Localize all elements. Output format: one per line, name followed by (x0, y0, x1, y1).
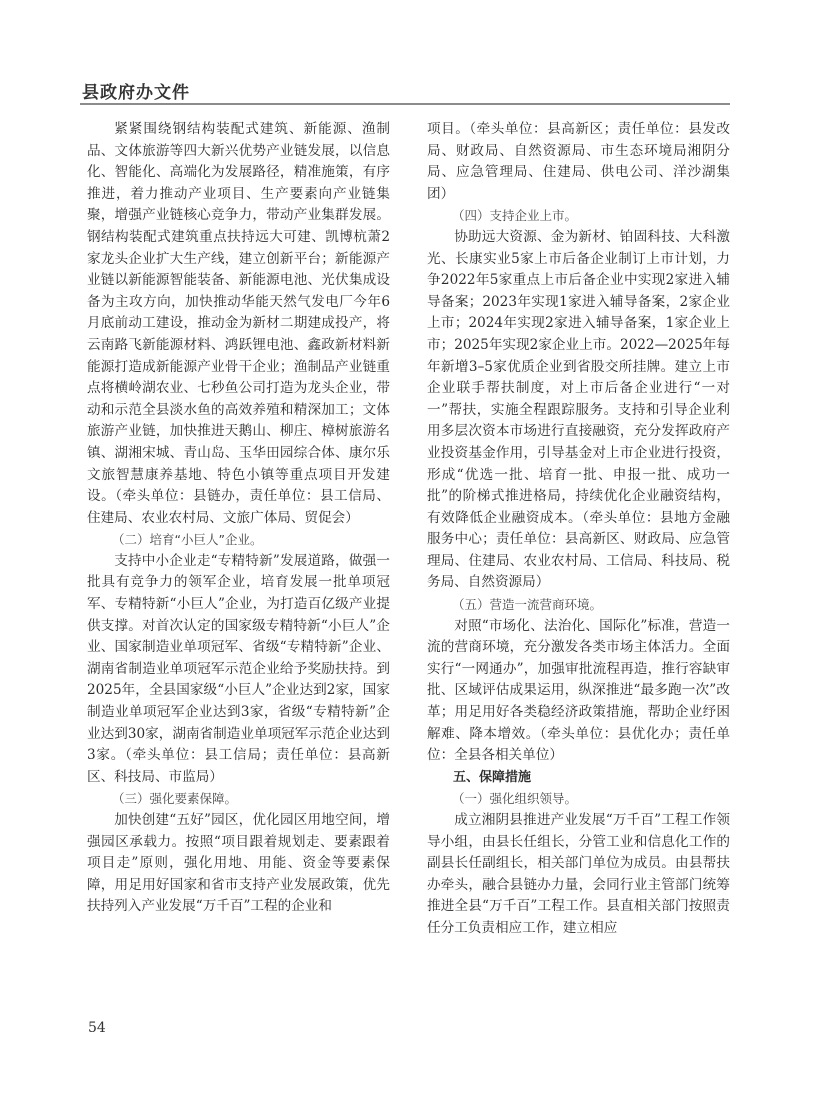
paragraph-listing-support: 协助远大资源、金为新材、铂固科技、大科激光、长康实业5家上市后备企业制订上市计划，力争2022年5家重点上市后备企业中实现2家进入辅导备案；2023年实现1家进入辅导备案，2家企业上市；2024年实现2家进入辅导备案，1家企业上市；2025年实现2家企业上市。2022—2025年每年新增3–5家优质企业到省股交所挂牌。建立上市企业联手帮扶制度，对上市后备企业进行“一对一”帮扶，实施全程跟踪服务。支持和引导企业利用多层次资本市场进行直接融资，充分发挥政府产业投资基金作用，引导基金对上市企业进行投资，形成“优选一批、培育一批、申报一批、成功一批”的阶梯式推进格局，持续优化企业融资结构，有效降低企业融资成本。（牵头单位：县地方金融服务中心；责任单位：县高新区、财政局、应急管理局、住建局、农业农村局、工信局、科技局、税务局、自然资源局） (427, 228, 730, 591)
page-number: 54 (88, 1020, 106, 1036)
header-divider (80, 103, 730, 105)
right-column (427, 119, 730, 940)
paragraph-industry-chains: 紧紧围绕钢结构装配式建筑、新能源、渔制品、文体旅游等四大新兴优势产业链发展，以信息化、智能化、高端化为发展路径，精准施策，有序推进，着力推动产业项目、生产要素向产业链集聚，增强产业链核心竞争力，带动产业集群发展。钢结构装配式建筑重点扶持远大可建、凯博杭萧2家龙头企业扩大生产线，建立创新平台；新能源产业链以新能源智能装备、新能源电池、光伏集成设备为主攻方向，加快推动华能天然气发电厂今年6月底前动工建设，推动金为新材二期建成投产，将云南路飞新能源材料、鸿跃锂电池、鑫政新材料新能源打造成新能源产业骨干企业；渔制品产业链重点将横岭湖农业、七秒鱼公司打造为龙头企业，带动和示范全县淡水鱼的高效养殖和精深加工；文体旅游产业链，加快推进天鹅山、柳庄、樟树旅游名镇、湖湘宋城、青山岛、玉华田园综合体、康尔乐文旅智慧康养基地、特色小镇等重点项目开发建设。（牵头单位：县链办，责任单位：县工信局、住建局、农业农村局、文旅广体局、贸促会） (87, 121, 390, 526)
subheading-little-giants: （二）培育“小巨人”企业。 (112, 532, 263, 548)
left-column (87, 119, 390, 918)
paragraph-business-environment: 对照“市场化、法治化、国际化”标准，营造一流的营商环境，充分激发各类市场主体活力。全面实行“一网通办”，加强审批流程再造，推行容缺审批、区域评估成果运用，纵深推进“最多跑一次”改革；用足用好各类稳经济政策措施，帮助企业纾困解难、降本增效。（牵头单位：县优化办；责任单位：全县各相关单位） (427, 617, 730, 764)
section-heading-safeguards: 五、保障措施 (453, 769, 532, 785)
paragraph-factor-guarantee: 加快创建“五好”园区，优化园区用地空间，增强园区承载力。按照“项目跟着规划走、要素跟着项目走”原则，强化用地、用能、资金等要素保障，用足用好国家和省市支持产业发展政策，优先扶持列入产业发展“万千百”工程的企业和 (87, 812, 390, 915)
paragraph-leadership: 成立湘阴县推进产业发展“万千百”工程工作领导小组，由县长任组长，分管工业和信息化工作的副县长任副组长，相关部门单位为成员。由县帮扶办牵头，融合县链办力量，会同行业主管部门统筹推进全县“万千百”工程工作。县直相关部门按照责任分工负责相应工作，建立相应 (427, 812, 730, 936)
running-header-title: 县政府办文件 (82, 83, 190, 103)
subheading-listing-support: （四）支持企业上市。 (452, 208, 578, 224)
subheading-leadership: （一）强化组织领导。 (452, 791, 578, 807)
subheading-business-environment: （五）营造一流营商环境。 (452, 597, 603, 613)
paragraph-little-giants: 支持中小企业走“专精特新”发展道路，做强一批具有竞争力的领军企业，培育发展一批单项冠军、专精特新“小巨人”企业，为打造百亿级产业提供支撑。对首次认定的国家级专精特新“小巨人”企业、国家制造业单项冠军、省级“专精特新”企业、湖南省制造业单项冠军示范企业给予奖励扶持。到2025年，全县国家级“小巨人”企业达到2家，国家制造业单项冠军企业达到3家，省级“专精特新”企业达到30家，湖南省制造业单项冠军示范企业达到3家。（牵头单位：县工信局；责任单位：县高新区、科技局、市监局） (87, 552, 390, 785)
subheading-factor-guarantee: （三）强化要素保障。 (112, 791, 238, 807)
paragraph-continued: 项目。（牵头单位：县高新区；责任单位：县发改局、财政局、自然资源局、市生态环境局湘阴分局、应急管理局、住建局、供电公司、洋沙湖集团） (427, 121, 730, 202)
